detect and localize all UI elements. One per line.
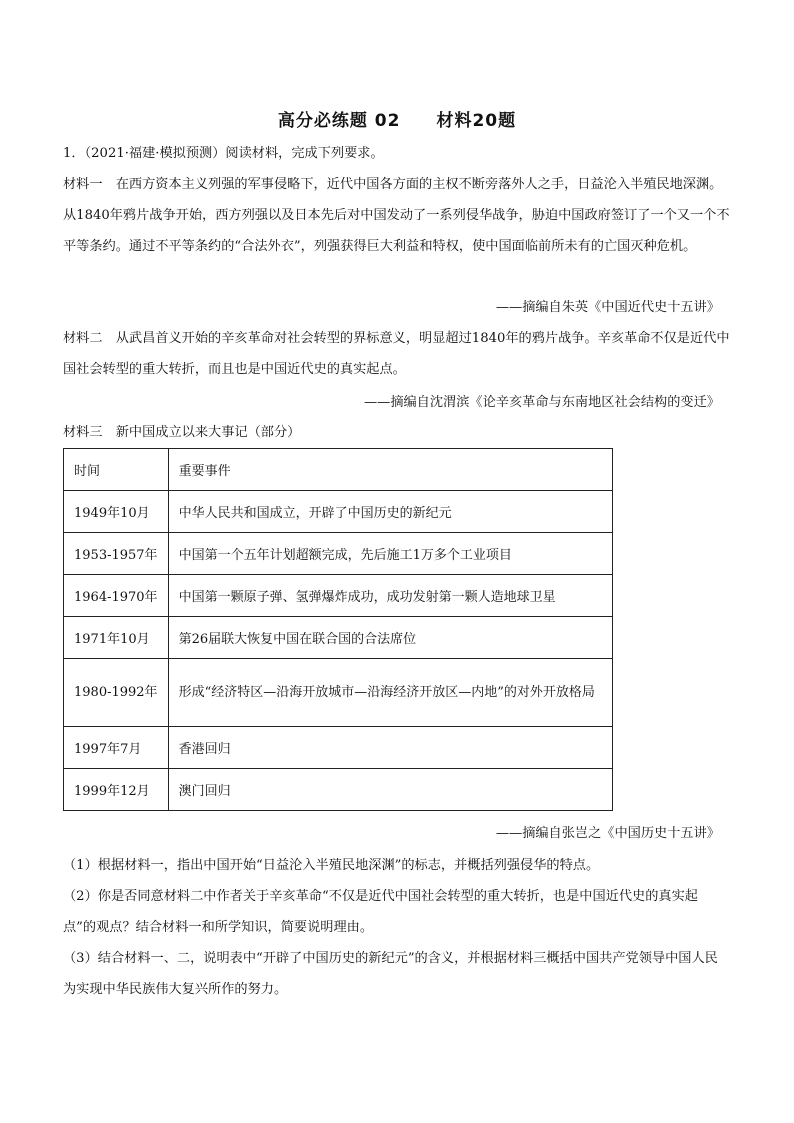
row-time: 1971年10月 (64, 617, 169, 659)
row-event: 澳门回归 (168, 769, 612, 811)
question-header: 1．（2021·福建·模拟预测）阅读材料，完成下列要求。 (63, 146, 384, 161)
table-row (64, 491, 613, 533)
row-time: 1999年12月 (64, 769, 169, 811)
header-time: 时间 (64, 449, 169, 491)
row-time: 1953-1957年 (64, 533, 169, 575)
title-sub: 材料20题 (436, 111, 517, 131)
row-time: 1964-1970年 (64, 575, 169, 617)
question-1: （1）根据材料一，指出中国开始“日益沦入半殖民地深渊”的标志，并概括列强侵华的特点。 (63, 858, 600, 873)
row-time: 1997年7月 (64, 727, 169, 769)
row-time: 1949年10月 (64, 491, 169, 533)
header-event: 重要事件 (168, 449, 612, 491)
table-row (64, 769, 613, 811)
table-row (64, 727, 613, 769)
title-main: 高分必练题 02 (277, 111, 401, 131)
row-event: 中国第一颗原子弹、氢弹爆炸成功，成功发射第一颗人造地球卫星 (168, 575, 612, 617)
material-1-text: 材料一 在西方资本主义列强的军事侵略下，近代中国各方面的主权不断旁落外人之手，日益沦入半殖民地深渊。从1840年鸦片战争开始，西方列强以及日本先后对中国发动了一系列侵华战争，胁迫中国政府签订了一个又一个不平等条约。通过不平等条约的“合法外衣”，列强获得巨大利益和特权，使中国面临前所未有的亡国灭种危机。 (63, 177, 730, 254)
material-2-text: 材料二 从武昌首义开始的辛亥革命对社会转型的界标意义，明显超过1840年的鸦片战争。辛亥革命不仅是近代中国社会转型的重大转折，而且也是中国近代史的真实起点。 (63, 331, 730, 377)
material-2-source: ——摘编自沈渭滨《论辛亥革命与东南地区社会结构的变迁》 (363, 395, 720, 410)
row-event: 形成“经济特区—沿海开放城市—沿海经济开放区—内地”的对外开放格局 (168, 659, 612, 727)
row-time: 1980-1992年 (64, 659, 169, 727)
table-row (64, 617, 613, 659)
table-row (64, 659, 613, 727)
page-title (0, 106, 794, 131)
row-event: 中国第一个五年计划超额完成，先后施工1万多个工业项目 (168, 533, 612, 575)
row-event: 第26届联大恢复中国在联合国的合法席位 (168, 617, 612, 659)
material-3-source: ——摘编自张岂之《中国历史十五讲》 (495, 826, 720, 841)
table-row (64, 533, 613, 575)
table-header-row (64, 449, 613, 491)
question-3: （3）结合材料一、二，说明表中“开辟了中国历史的新纪元”的含义，并根据材料三概括中国共产党领导中国人民为实现中华民族伟大复兴所作的努力。 (63, 951, 718, 997)
material-3-heading: 材料三 新中国成立以来大事记（部分） (63, 425, 301, 440)
table-row (64, 575, 613, 617)
row-event: 中华人民共和国成立，开辟了中国历史的新纪元 (168, 491, 612, 533)
material-1-source: ——摘编自朱英《中国近代史十五讲》 (495, 300, 720, 315)
row-event: 香港回归 (168, 727, 612, 769)
events-table (63, 448, 613, 811)
question-2: （2）你是否同意材料二中作者关于辛亥革命“不仅是近代中国社会转型的重大转折，也是中国近代史的真实起点”的观点？结合材料一和所学知识，简要说明理由。 (63, 889, 698, 935)
